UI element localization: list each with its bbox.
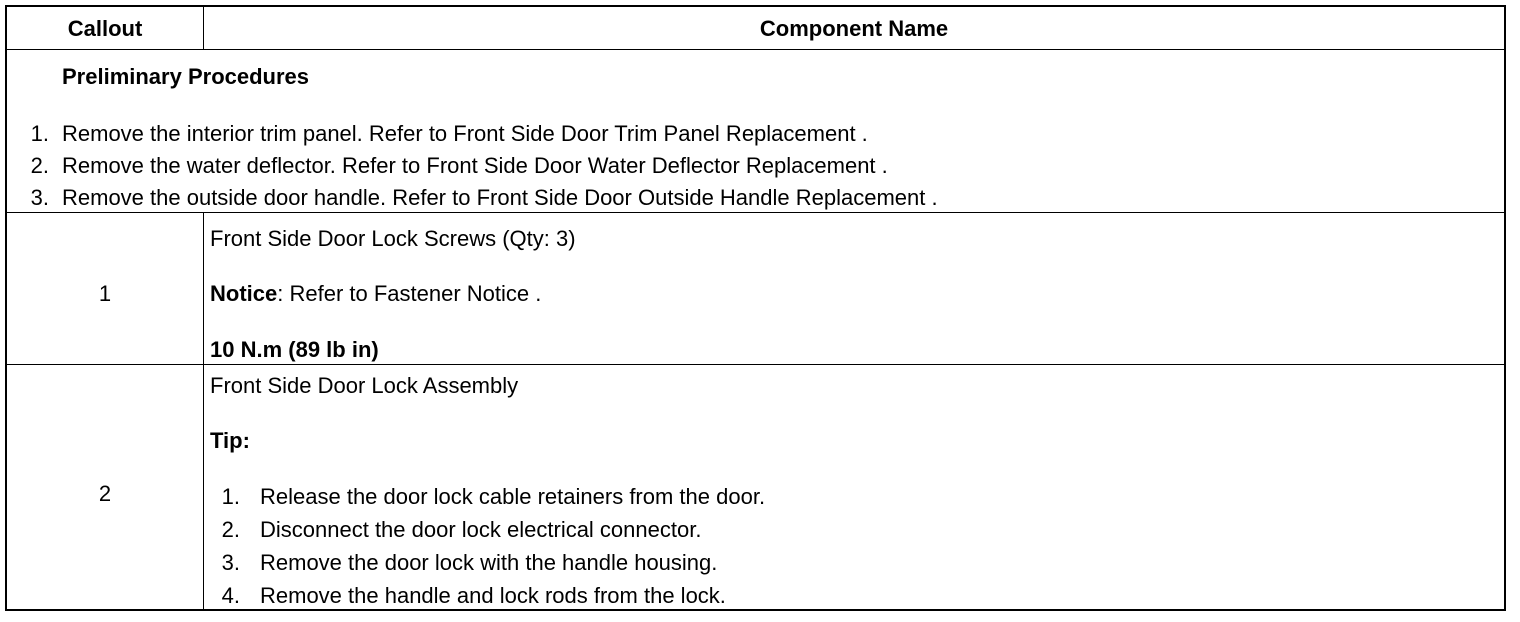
step-text: Remove the interior trim panel. Refer to Front Side Door Trim Panel Replacement . [62, 121, 868, 146]
step-number: 3. [30, 185, 49, 210]
step-text: Release the door lock cable retainers from the door. [260, 484, 766, 509]
callout-number: 2 [98, 481, 112, 506]
component-name: Front Side Door Lock Screws (Qty: 3) [210, 226, 576, 251]
tip-steps-list [210, 480, 765, 612]
step-text: Remove the door lock with the handle housing. [260, 550, 718, 575]
list-item [210, 546, 765, 579]
notice-line [210, 281, 541, 307]
column-divider [203, 365, 204, 609]
step-number: 2. [30, 153, 49, 178]
step-number: 4. [221, 583, 240, 608]
list-item [210, 480, 765, 513]
torque-spec: 10 N.m (89 lb in) [210, 337, 379, 362]
header-component-name: Component Name [759, 16, 949, 41]
list-item [7, 182, 938, 214]
table-row [7, 365, 1504, 609]
step-number: 3. [221, 550, 240, 575]
preliminary-procedures-row [7, 50, 1504, 213]
list-item [7, 118, 938, 150]
preliminary-title: Preliminary Procedures [62, 64, 310, 89]
step-number: 1. [30, 121, 49, 146]
notice-text: : Refer to Fastener Notice . [277, 281, 542, 306]
list-item [210, 579, 765, 612]
step-text: Remove the water deflector. Refer to Front Side Door Water Deflector Replacement . [62, 153, 888, 178]
header-callout: Callout [67, 16, 143, 41]
tip-label: Tip: [210, 428, 250, 453]
column-divider [203, 213, 204, 365]
list-item [210, 513, 765, 546]
preliminary-steps-list [7, 118, 938, 214]
table-row [7, 213, 1504, 365]
notice-label: Notice [210, 281, 278, 306]
step-text: Remove the outside door handle. Refer to Front Side Door Outside Handle Replacement . [62, 185, 938, 210]
step-number: 2. [221, 517, 240, 542]
list-item [7, 150, 938, 182]
callout-number: 1 [98, 281, 112, 306]
table-header-row [7, 7, 1504, 50]
step-text: Disconnect the door lock electrical connector. [260, 517, 702, 542]
procedure-table [5, 5, 1506, 611]
component-name: Front Side Door Lock Assembly [210, 373, 519, 398]
step-number: 1. [221, 484, 240, 509]
step-text: Remove the handle and lock rods from the lock. [260, 583, 726, 608]
